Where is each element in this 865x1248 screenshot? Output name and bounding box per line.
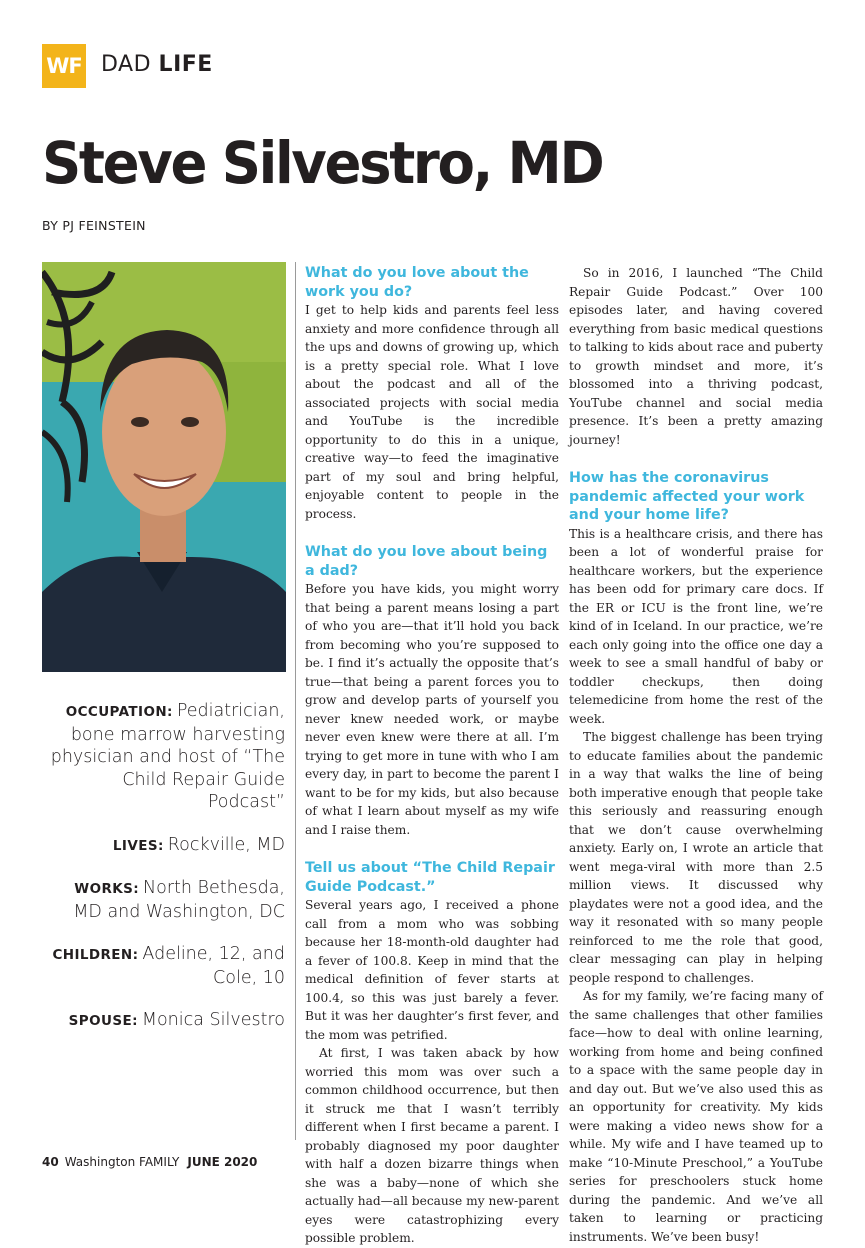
column-divider xyxy=(295,262,296,1140)
fact-occupation xyxy=(42,700,285,814)
fact-value: North Bethesda, MD and Washington, DC xyxy=(73,878,285,922)
answer-paragraph: Before you have kids, you might worry that being a parent means losing a part of who you are—that it’ll hold you back from becoming who you’re supposed to be. I find it’s actually the opposite that’s true—that being a parent forces you to grow and develop parts of yourself you never knew needed work, or maybe never even knew were there at all. I’m trying to get more in tune with who I am every day, in part to become the parent I want to be for my kids, but also because of what I learn about myself as my wife and I raise them. xyxy=(305,582,559,837)
fact-label: CHILDREN: xyxy=(52,947,139,963)
section-label xyxy=(101,52,213,77)
answer-paragraph: The biggest challenge has been trying to educate families about the pandemic in a way that walks the line of being both imperative enough that people take this seriously and reassuring enough that we don’t cause overwhelming anxiety. Early on, I wrote an article that went mega-viral with more than 2.5 million views. It discussed why playdates were not a good idea, and the way it resonated with so many people reinforced to me the role that good, clear messaging can play in helping people respond to challenges. xyxy=(569,730,823,985)
fact-value: Rockville, MD xyxy=(167,834,285,855)
publication-name: Washington FAMILY xyxy=(64,1155,180,1169)
question-heading: What do you love about being a dad? xyxy=(305,544,548,579)
article-title: Steve Silvestro, MD xyxy=(42,129,603,197)
fact-box xyxy=(42,700,285,1053)
page-number: 40 xyxy=(42,1155,59,1169)
answer-paragraph: As for my family, we’re facing many of the same challenges that other families face—how to deal with online learning, working from home and being confined to a space with the same people day in and day out. But we’ve also used this as an opportunity for creativity. My kids were making a video news show for a while. My wife and I have teamed up to make “10-Minute Preschool,” a YouTube series for preschoolers stuck home during the pandemic. And we’ve all taken to learning or practicing instruments. We’ve been busy! xyxy=(569,989,823,1244)
fact-label: LIVES: xyxy=(112,837,164,854)
answer-paragraph: I get to help kids and parents feel less anxiety and more confidence through all the ups and downs of growing up, which is a pretty special role. What I love about the podcast and all of the associated projects with social media and YouTube is the incredible opportunity to do this in a unique, creative way—to feed the imaginative part of my soul and bring helpful, enjoyable content to people in the process. xyxy=(305,303,559,521)
page-footer xyxy=(42,1155,257,1169)
fact-works xyxy=(42,877,285,923)
fact-label: SPOUSE: xyxy=(68,1013,138,1029)
fact-value: Monica Silvestro xyxy=(141,1010,285,1030)
question-heading: How has the coronavirus pandemic affected your work and your home life? xyxy=(569,470,805,523)
question-heading: Tell us about “The Child Repair Guide Podcast.” xyxy=(305,860,555,895)
magazine-logo: WF xyxy=(42,44,86,88)
answer-paragraph: Several years ago, I received a phone call from a mom who was sobbing because her 18-month-old daughter had a fever of 100.8. Keep in mind that the medical definition of fever starts at 100.4, so this was just barely a fever. But it was her daughter’s first fever, and the mom was petrified. xyxy=(305,898,559,1042)
issue-date: JUNE 2020 xyxy=(187,1155,258,1169)
section-label-bold: LIFE xyxy=(158,52,213,77)
answer-paragraph: So in 2016, I launched “The Child Repair Guide Podcast.” Over 100 episodes later, and having covered everything from basic medical questions to talking to kids about race and puberty to growth mindset and more, it’s blossomed into a thriving podcast, YouTube channel and social media presence. It’s been a pretty amazing journey! xyxy=(569,266,823,447)
fact-spouse xyxy=(42,1009,285,1033)
question-heading: What do you love about the work you do? xyxy=(305,265,529,300)
section-label-light: DAD xyxy=(101,52,159,77)
article-column-1 xyxy=(305,264,559,1248)
article-column-2 xyxy=(569,264,823,1246)
portrait-photo xyxy=(42,262,286,672)
answer-paragraph: This is a healthcare crisis, and there has been a lot of wonderful praise for healthcare workers, but the experience has been odd for primary care docs. If the ER or ICU is the front line, we’re kind of in Iceland. In our practice, we’re each only going into the office one day a week to see a small handful of baby or toddler checkups, then doing telemedicine from home the rest of the week. xyxy=(569,526,823,726)
byline: BY PJ FEINSTEIN xyxy=(42,218,146,233)
fact-label: WORKS: xyxy=(74,881,140,897)
fact-value: Pediatrician, bone marrow harvesting physician and host of “The Child Repair Guide Podcast” xyxy=(50,701,285,812)
fact-label: OCCUPATION: xyxy=(65,704,173,720)
fact-value: Adeline, 12, and Cole, 10 xyxy=(142,944,285,988)
fact-lives xyxy=(42,834,285,858)
fact-children xyxy=(42,943,285,989)
answer-paragraph: At first, I was taken aback by how worried this mom was over such a common childhood occurrence, but then it struck me that I wasn’t terribly different when I first became a parent. I probably diagnosed my poor daughter with half a dozen bizarre things when she was a baby—none of which she actually had—all because my new-parent eyes were catastrophizing every possible problem. xyxy=(305,1046,559,1245)
